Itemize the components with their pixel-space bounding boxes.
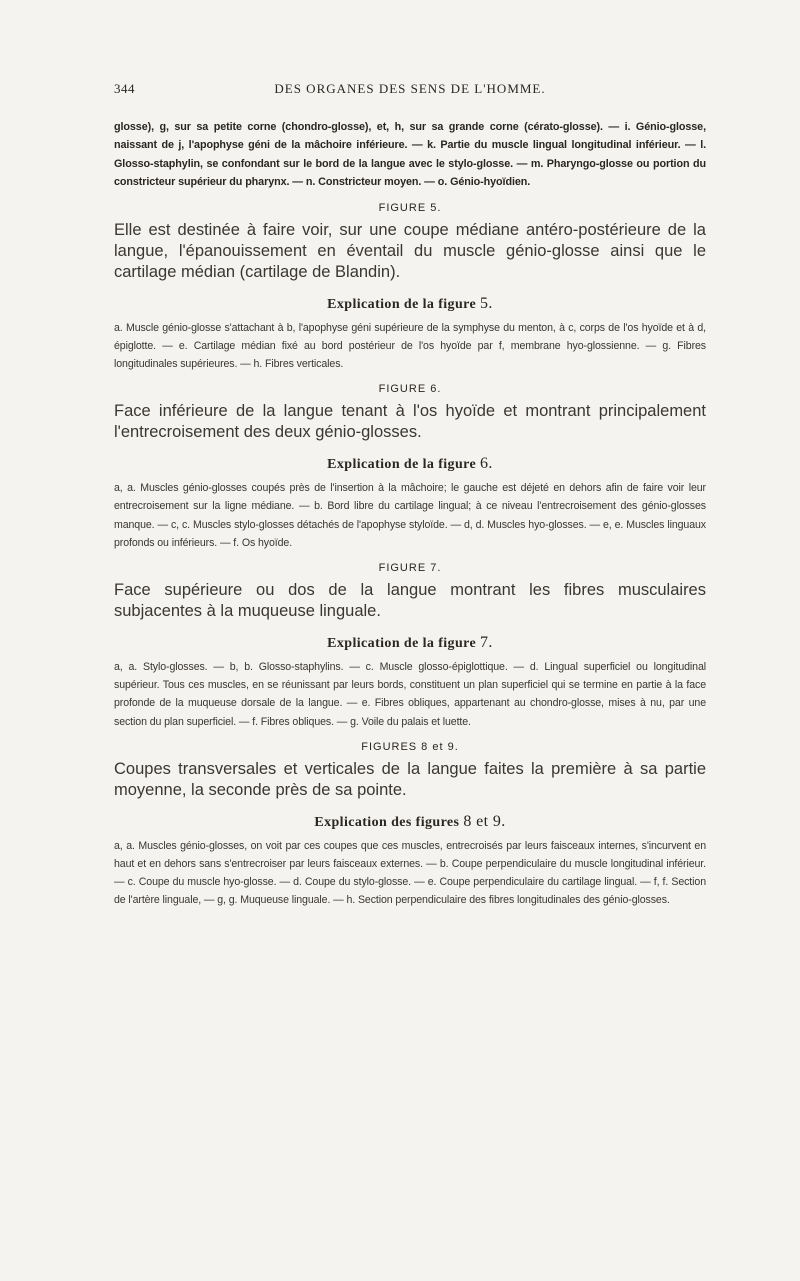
figure-lead: Face inférieure de la langue tenant à l'os hyoïde et montrant principalement l'entrecroisement des deux génio-glosses. (114, 402, 706, 442)
explanation-title (114, 455, 706, 473)
explanation-text: a. Muscle génio-glosse s'attachant à b, l'apophyse géni supérieure de la symphyse du menton, à c, corps de l'os hyoïde et à d, épiglotte. — e. Cartilage médian fixé au bord postérieur de l'os hyoïde par f, membrane hyo-glossienne. — g. Fibres longitudinales supérieures. — h. Fibres verticales. (114, 321, 706, 371)
figure-title: FIGURE 7. (378, 562, 442, 575)
explanation-label: Explication des figures (314, 814, 460, 830)
figure-lead: Elle est destinée à faire voir, sur une coupe médiane antéro-postérieure de la langue, l'épanouissement en éventail du muscle génio-glosse ainsi que le cartilage médian (cartilage de Blandin). (114, 220, 706, 281)
explanation-number: 6. (480, 455, 493, 473)
explanation-number: 8 et 9. (463, 812, 506, 830)
explanation-text: a, a. Muscles génio-glosses, on voit par ces coupes que ces muscles, entrecroisés par leurs faisceaux internes, s'incurvent en haut et en dehors sans s'entrecroiser par leurs faisceaux externes. — b. Coupe perpendiculaire du muscle longitudinal inférieur. — c. Coupe du muscle hyo-glosse. — d. Coupe du stylo-glosse. — e. Coupe perpendiculaire du cartilage lingual. — f, f. Section de l'artère linguale, — g, g. Muqueuse linguale. — h. Section perpendiculaire des fibres longitudinales des génio-glosses. (114, 839, 706, 907)
explanation-number: 7. (480, 634, 493, 652)
explanation-title (114, 295, 706, 313)
figure-title: FIGURE 5. (378, 201, 442, 214)
figure-lead: Coupes transversales et verticales de la langue faites la première à sa partie moyenne, la seconde près de sa pointe. (114, 759, 706, 799)
section-figure-6 (114, 383, 706, 552)
explanation-title (114, 813, 706, 831)
section-figure-5 (114, 202, 706, 374)
figure-title: FIGURES 8 et 9. (361, 740, 459, 753)
page-body (114, 118, 706, 910)
page-header (114, 81, 706, 101)
figure-title: FIGURE 6. (378, 383, 442, 396)
explanation-label: Explication de la figure (327, 296, 477, 312)
explanation-number: 5. (480, 294, 493, 312)
page-number: 344 (114, 81, 135, 96)
intro-paragraph: glosse), g, sur sa petite corne (chondro-glosse), et, h, sur sa grande corne (cérato-glosse). — i. Génio-glosse, naissant de j, l'apophyse géni de la mâchoire inférieure. — k. Partie du muscle lingual longitudinal inférieur. — l. Glosso-staphylin, se confondant sur le bord de la langue avec le stylo-glosse. — m. Pharyngo-glosse ou portion du constricteur supérieur du pharynx. — n. Constricteur moyen. — o. Génio-hyoïdien. (114, 121, 706, 189)
running-title: DES ORGANES DES SENS DE L'HOMME. (274, 81, 546, 96)
explanation-text: a, a. Stylo-glosses. — b, b. Glosso-staphylins. — c. Muscle glosso-épiglottique. — d. Lingual superficiel ou longitudinal supérieur. Tous ces muscles, en se réunissant par leurs bords, constituent un plan superficiel qui se termine en partie à la face profonde de la muqueuse dorsale de la langue. — e. Fibres obliques, appartenant au chondro-glosse, mises à nu, par une section du plan superficiel. — f. Fibres obliques. — g. Voile du palais et luette. (114, 661, 706, 728)
explanation-title (114, 634, 706, 652)
section-figures-8-9 (114, 741, 706, 910)
explanation-label: Explication de la figure (327, 636, 477, 652)
explanation-text: a, a. Muscles génio-glosses coupés près de l'insertion à la mâchoire; le gauche est déjeté en dehors afin de faire voir leur entrecroisement sur la ligne médiane. — b. Bord libre du cartilage lingual; à ce niveau l'entrecroisement des génio-glosses manque. — c, c. Muscles stylo-glosses détachés de l'apophyse styloïde. — d, d. Muscles hyo-glosses. — e, e. Muscles linguaux profonds ou inférieurs. — f. Os hyoïde. (114, 482, 706, 549)
explanation-label: Explication de la figure (327, 457, 477, 473)
section-figure-7 (114, 562, 706, 731)
figure-lead: Face supérieure ou dos de la langue montrant les fibres musculaires subjacentes à la muqueuse linguale. (114, 581, 706, 621)
